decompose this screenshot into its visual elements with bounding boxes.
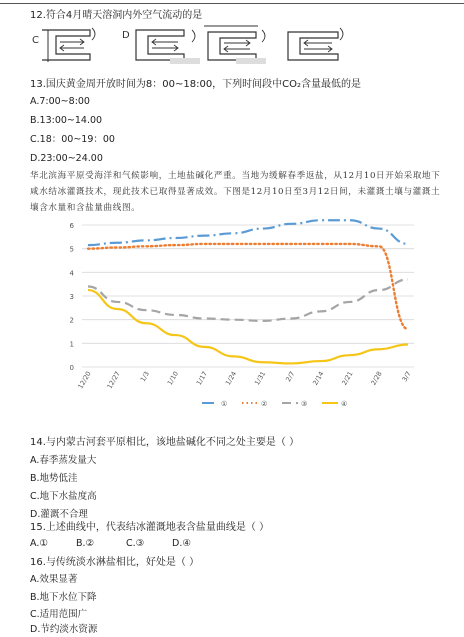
q15-option-a[interactable]: A.① <box>30 538 48 549</box>
legend-label-2: ② <box>261 400 268 408</box>
q14-stem: 14.与内蒙古河套平原相比，该地盐碱化不同之处主要是（ ） <box>30 437 300 448</box>
x-tick-label: 12/20 <box>76 370 93 391</box>
x-tick-label: 12/27 <box>105 370 122 391</box>
series-line-3 <box>88 279 408 320</box>
x-tick-label: 1/17 <box>194 370 210 387</box>
y-tick-label: 5 <box>69 245 74 254</box>
q13-option-a[interactable]: A.7:00~8:00 <box>30 96 90 107</box>
series-line-2 <box>88 244 408 329</box>
q16-option-a[interactable]: A.效果显著 <box>30 574 78 585</box>
x-tick-label: 2/7 <box>284 370 297 384</box>
q16-stem: 16.与传统淡水淋盐相比，好处是（ ） <box>30 557 200 568</box>
q15-option-d[interactable]: D.④ <box>172 538 191 549</box>
q13-option-b[interactable]: B.13:00~14.00 <box>30 115 103 126</box>
q14-option-d[interactable]: D.灌溉不合理 <box>30 509 88 520</box>
q12-diagram-b <box>120 24 210 66</box>
x-tick-label: 1/31 <box>253 370 268 387</box>
y-tick-label: 0 <box>69 364 74 372</box>
legend-label-1: ① <box>221 400 228 408</box>
q16-option-d[interactable]: D.节约淡水资源 <box>30 624 98 635</box>
q12-diagram-a <box>30 24 120 66</box>
q14-option-a[interactable]: A.春季蒸发量大 <box>30 455 97 466</box>
chart-svg <box>52 217 422 412</box>
y-tick-label: 4 <box>69 269 74 278</box>
q15-option-b[interactable]: B.② <box>76 538 95 549</box>
q16-option-b[interactable]: B.地下水位下降 <box>30 592 97 603</box>
y-tick-label: 6 <box>69 222 74 230</box>
y-tick-label: 2 <box>69 316 74 325</box>
diagram-label: D <box>122 30 130 41</box>
q12-stem: 12.符合4月晴天溶洞内外空气流动的是 <box>30 10 203 21</box>
passage-text: 华北滨海平原受海洋和气候影响，土地盐碱化严重。当地为缓解春季返盐，从12月10日开始采取地下咸水结冰灌溉技术，现此技术已取得显著成效。下图是12月10日至3月12日间，未灌溉土壤与灌溉土壤含水量和含盐量曲线图。 <box>30 171 441 213</box>
q15-option-c[interactable]: C.③ <box>126 538 145 549</box>
legend-label-4: ④ <box>341 400 348 408</box>
q15-stem: 15.上述曲线中，代表结冰灌溉地表含盐量曲线是（ ） <box>30 522 270 533</box>
y-tick-label: 1 <box>69 340 74 349</box>
diagram-label: C <box>32 35 39 46</box>
x-tick-label: 1/10 <box>165 370 181 387</box>
y-tick-label: 3 <box>69 293 74 301</box>
q12-diagram-c <box>198 24 278 66</box>
q13-stem: 13.国庆黄金周开放时间为8：00~18:00，下列时间段中CO₂含量最低的是 <box>30 79 362 90</box>
q14-option-b[interactable]: B.地势低洼 <box>30 473 78 484</box>
legend-label-3: ③ <box>301 400 308 408</box>
q13-option-d[interactable]: D.23:00~24.00 <box>30 153 103 164</box>
x-tick-label: 2/21 <box>340 370 355 387</box>
x-tick-label: 2/28 <box>369 370 384 387</box>
q14-option-c[interactable]: C.地下水盐度高 <box>30 491 97 502</box>
x-tick-label: 1/24 <box>223 370 239 387</box>
q12-diagram-d <box>274 24 364 66</box>
series-line-1 <box>88 220 408 245</box>
x-tick-label: 1/3 <box>138 370 151 384</box>
x-tick-label: 2/14 <box>311 370 326 387</box>
q16-option-c[interactable]: C.适用范围广 <box>30 609 88 620</box>
q13-option-c[interactable]: C.18：00~19：00 <box>30 134 115 145</box>
top-rule <box>0 3 464 4</box>
salinity-chart <box>52 217 422 412</box>
series-line-4 <box>88 290 408 363</box>
x-tick-label: 3/7 <box>400 370 413 384</box>
